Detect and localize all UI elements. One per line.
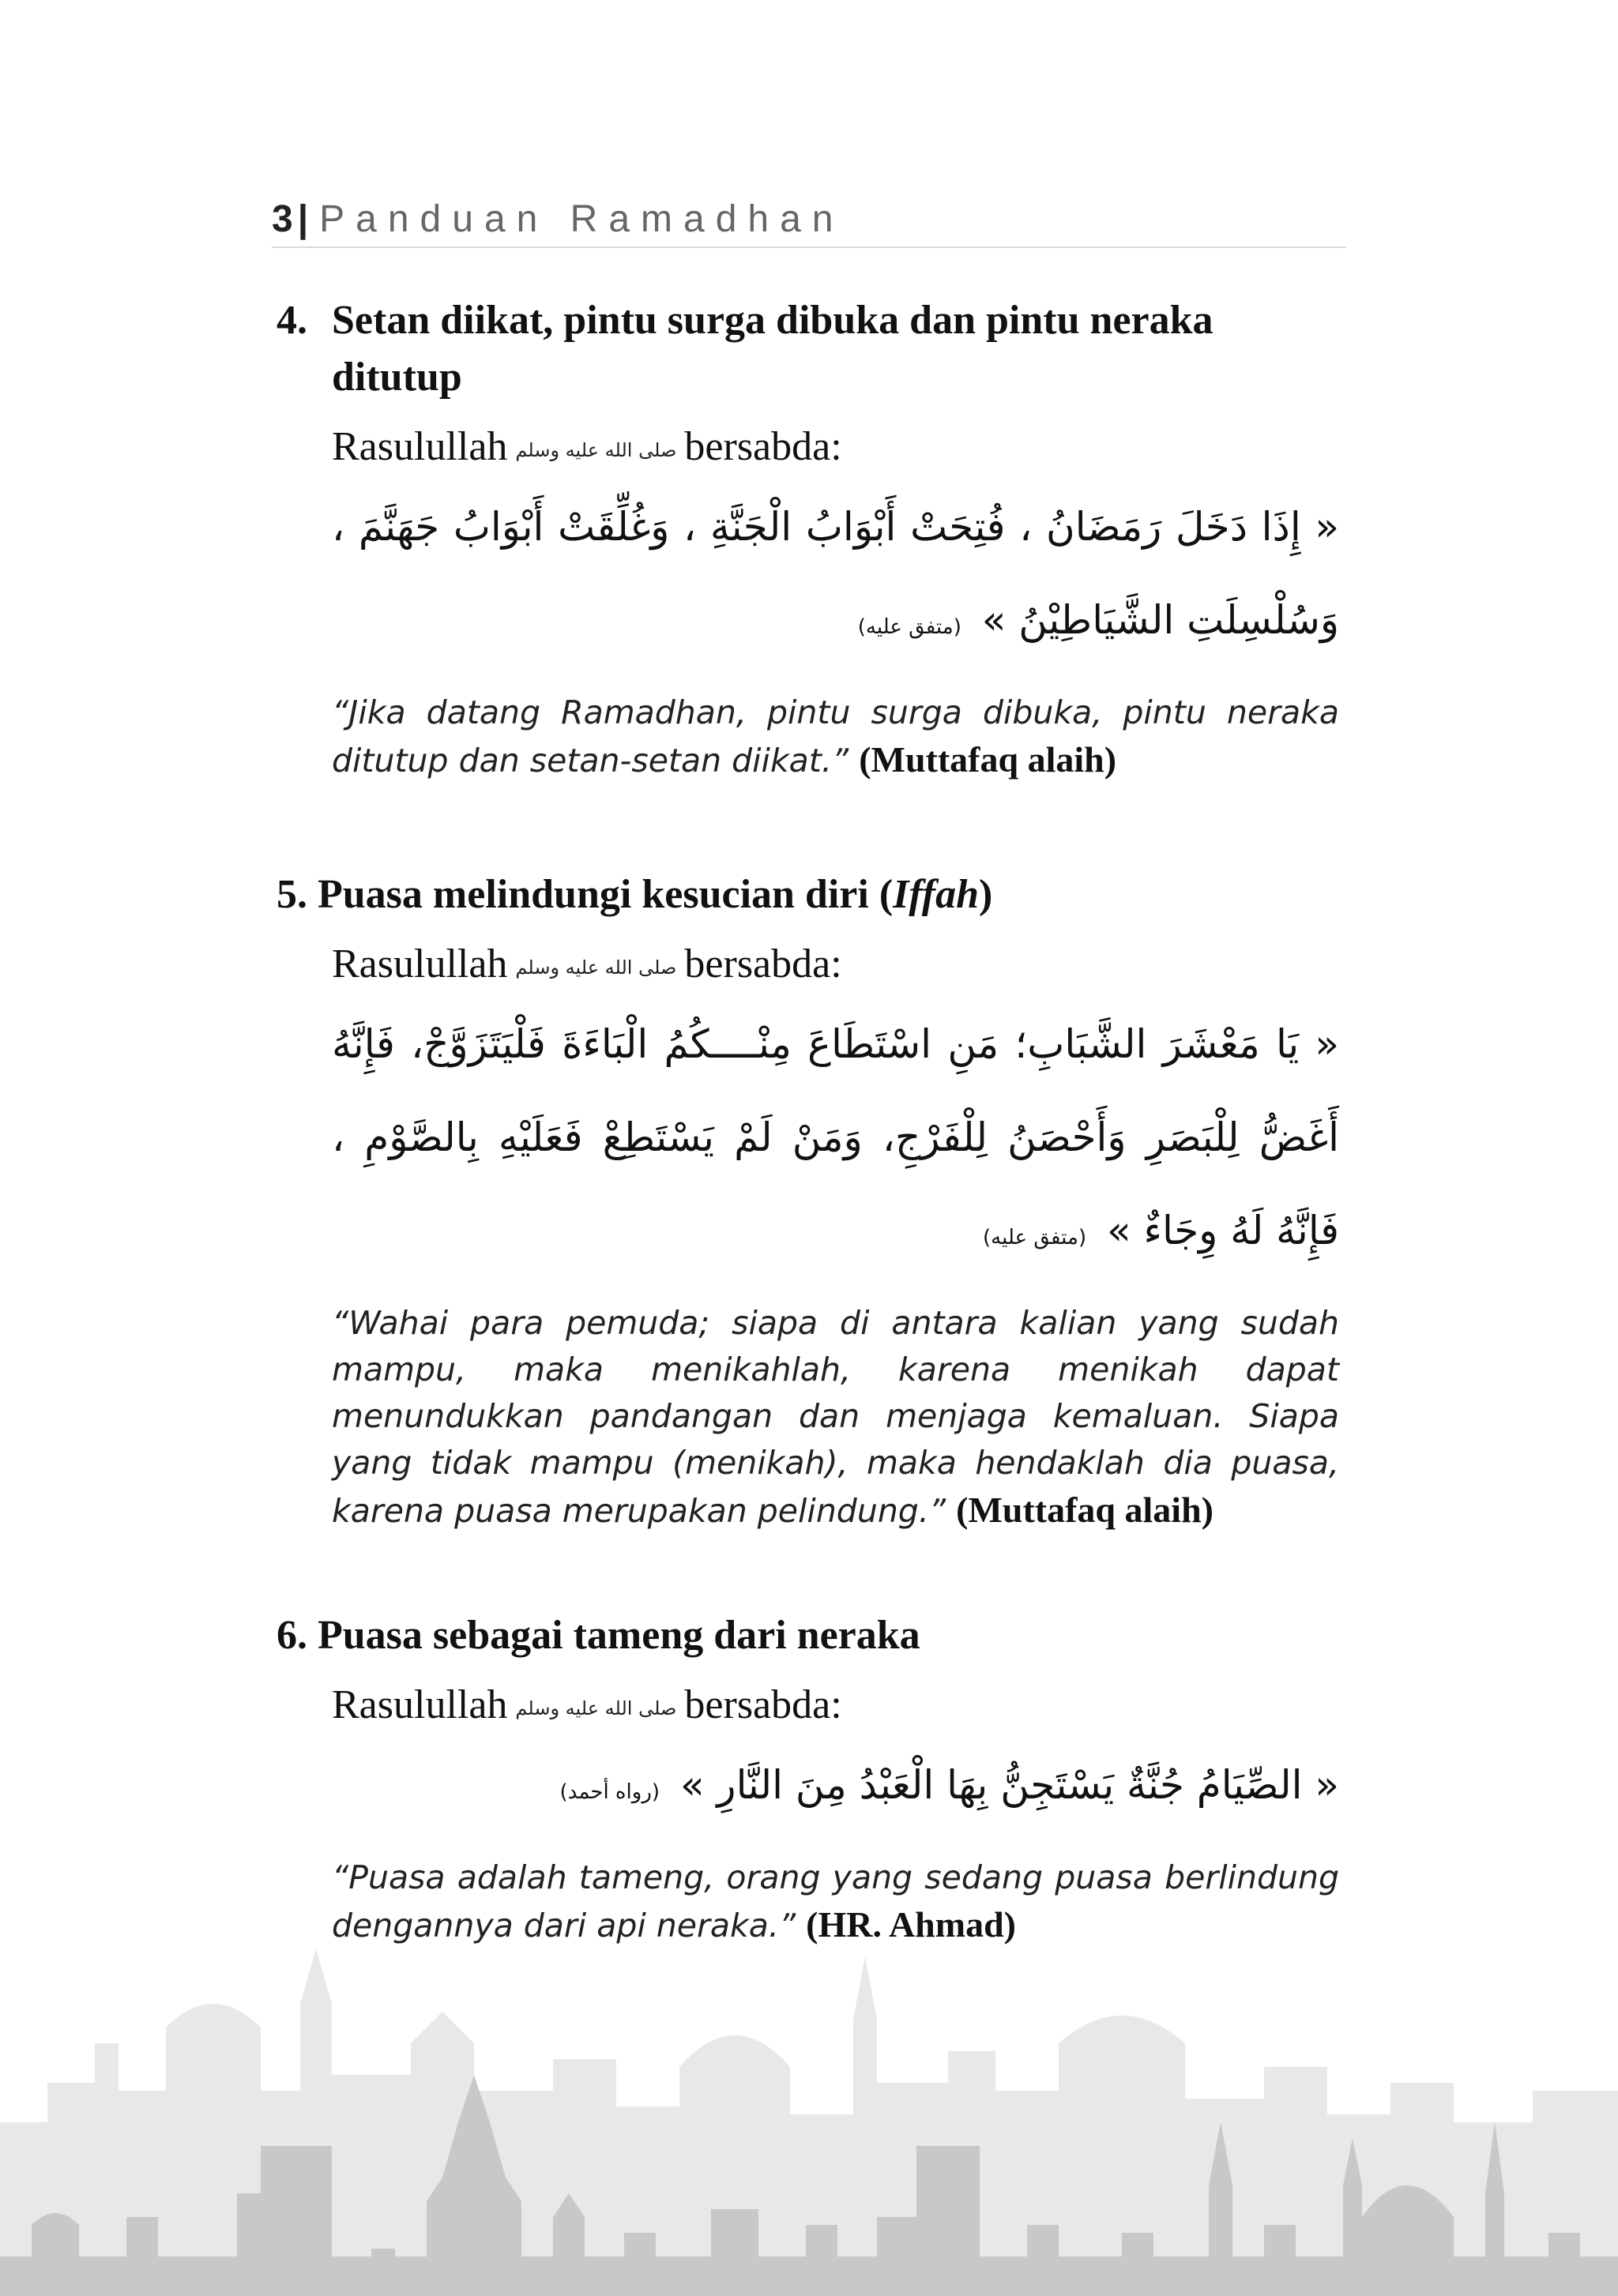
header-divider [272,246,1346,248]
section-number: 6. [277,1613,307,1658]
rasulullah-label: Rasulullah [332,941,508,986]
arabic-text: « الصِّيَامُ جُنَّةٌ يَسْتَجِنُّ بِهَا الْعَبْدُ مِنَ النَّارِ » [679,1762,1339,1808]
citation: (Muttafaq alaih) [956,1490,1214,1530]
translation-text: “Wahai para pemuda; siapa di antara kalian yang sudah mampu, maka menikahlah, karena menikah dapat menundukkan pandangan dan menjaga kemaluan. Siapa yang tidak mampu (menikah), maka hendaklah dia puasa, karena puasa merupakan pelindung.” [332,1304,1339,1530]
hadith-intro [332,417,1339,477]
section-title: Puasa melindungi kesucian diri ( [318,872,894,917]
arabic-text: « إِذَا دَخَلَ رَمَضَانُ ، فُتِحَتْ أَبْوَابُ الْجَنَّةِ ، وَغُلِّقَتْ أَبْوَابُ جَهَنَّمَ ، وَسُلْسِلَتِ الشَّيَاطِيْنُ » [332,504,1339,643]
header-separator: | [297,198,309,240]
city-skyline-illustration [0,1885,1618,2296]
section-number: 5. [277,872,307,917]
hadith-intro [332,1675,1339,1735]
citation: (HR. Ahmad) [806,1904,1016,1945]
translation [332,690,1339,784]
section-title-close: ) [979,872,993,917]
saw-honorific-icon: صلى الله عليه وسلم [515,956,677,979]
page-header [272,191,1346,248]
hadith-intro [332,934,1339,994]
page-number: 3 [272,198,293,240]
section-title: Setan diikat, pintu surga dibuka dan pintu neraka ditutup [332,298,1214,400]
page-content [277,292,1339,1949]
arabic-text: « يَا مَعْشَرَ الشَّبَابِ؛ مَنِ اسْتَطَاعَ مِنْــــكُمُ الْبَاءَةَ فَلْيَتَزَوَّجْ، فَإِنَّهُ أَغَضُّ لِلْبَصَرِ وَأَحْصَنُ لِلْفَرْجِ، وَمَنْ لَمْ يَسْتَطِعْ فَعَلَيْهِ بِالصَّوْمِ ، فَإِنَّهُ لَهُ وِجَاءٌ » [332,1021,1339,1253]
section-heading [277,292,1339,406]
arabic-source: (متفق عليه) [983,1226,1087,1249]
arabic-hadith [332,1738,1339,1839]
saw-honorific-icon: صلى الله عليه وسلم [515,439,677,462]
section-4 [277,292,1339,784]
section-number: 4. [277,298,307,343]
arabic-hadith [332,480,1339,674]
section-heading [277,866,1339,923]
translation [332,1300,1339,1535]
section-5 [277,866,1339,1535]
saw-honorific-icon: صلى الله عليه وسلم [515,1697,677,1720]
rasulullah-label: Rasulullah [332,1682,508,1727]
section-heading [277,1607,1339,1664]
section-title-italic: Iffah [893,872,980,917]
bersabda-label: bersabda: [684,941,842,986]
arabic-hadith [332,998,1339,1284]
bersabda-label: bersabda: [684,1682,842,1727]
translation-text: “Jika datang Ramadhan, pintu surga dibuka, pintu neraka ditutup dan setan-setan diikat.” [332,693,1339,780]
arabic-source: (رواه أحمد) [559,1780,660,1804]
citation: (Muttafaq alaih) [859,739,1117,780]
rasulullah-label: Rasulullah [332,424,508,469]
running-title: Panduan Ramadhan [319,198,845,240]
translation-text: “Puasa adalah tameng, orang yang sedang puasa berlindung dengannya dari api neraka.” [332,1858,1339,1945]
bersabda-label: bersabda: [684,424,842,469]
arabic-source: (متفق عليه) [857,615,961,639]
section-title: Puasa sebagai tameng dari neraka [318,1613,920,1658]
